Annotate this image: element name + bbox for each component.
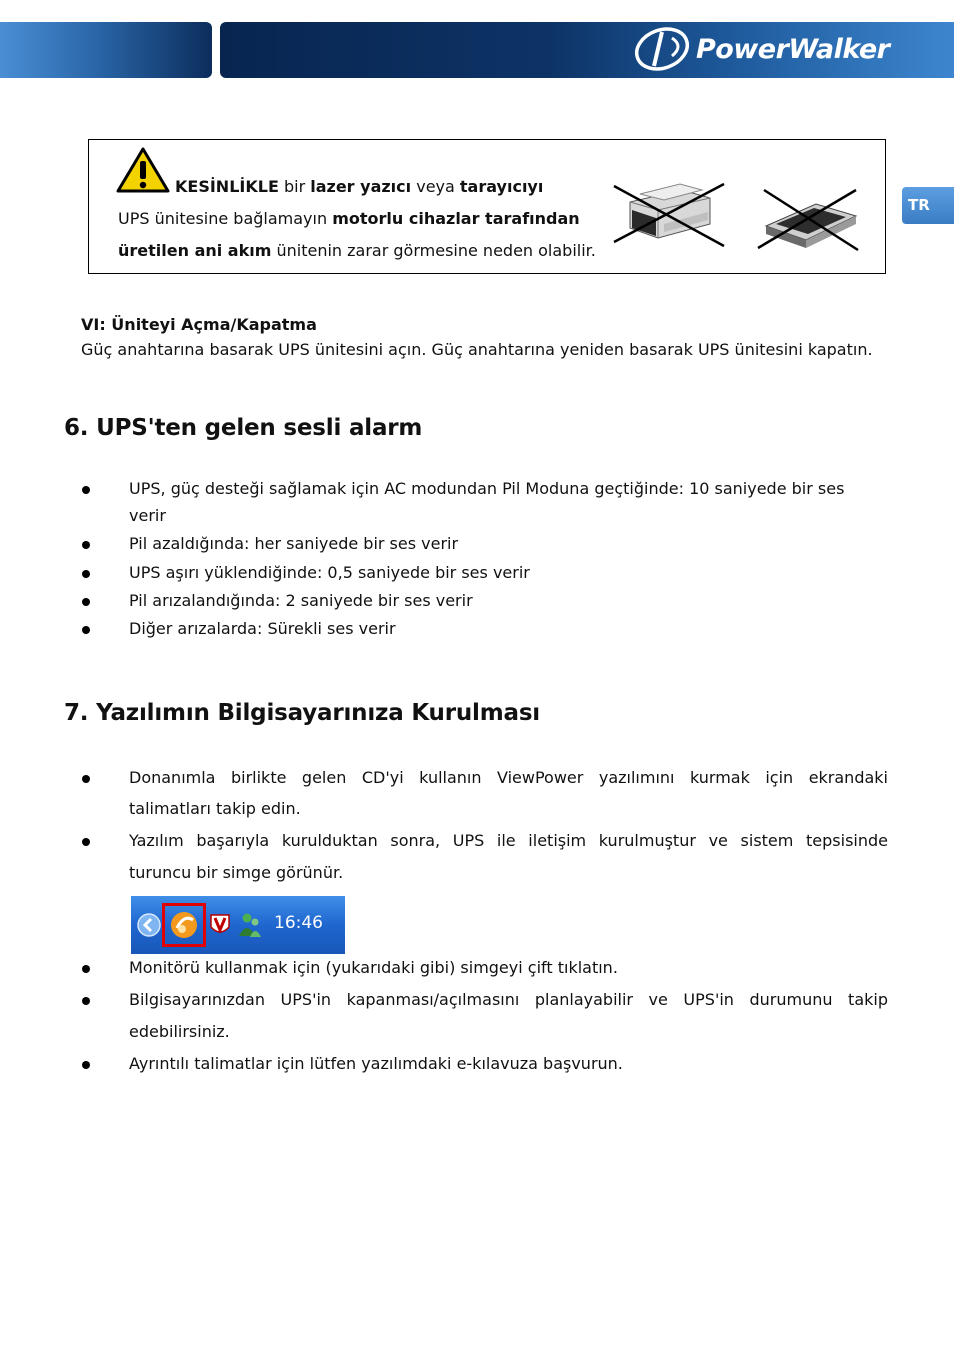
warning-emphasis: tarayıcıyı [459,177,544,196]
bullet-dot [82,997,90,1005]
list-item: UPS aşırı yüklendiğinde: 0,5 saniyede bir ses verir [129,563,530,582]
section-7-heading: 7. Yazılımın Bilgisayarınıza Kurulması [64,700,540,726]
list-item: Diğer arızalarda: Sürekli ses verir [129,619,396,638]
warning-emphasis: üretilen ani akım [118,241,272,260]
language-tab[interactable]: TR [902,187,954,224]
warning-text: veya [411,177,460,196]
section-6-heading: 6. UPS'ten gelen sesli alarm [64,415,423,441]
section-vi-title: VI: Üniteyi Açma/Kapatma [81,315,317,334]
bullet-dot [82,1061,90,1069]
list-item: Bilgisayarınızdan UPS'in kapanması/açılmasını planlayabilir ve UPS'in durumunu takip [129,990,888,1009]
warning-text: bir [278,177,311,196]
list-item: Monitörü kullanmak için (yukarıdaki gibi) simgeyi çift tıklatın. [129,958,618,977]
brand-name: PowerWalker [696,33,890,65]
list-item: Pil arızalandığında: 2 saniyede bir ses verir [129,591,473,610]
warning-emphasis: KESİNLİKLE [175,177,279,196]
list-item-continuation: talimatları takip edin. [129,799,301,818]
header-banner-left [0,22,212,78]
ups-tray-icon [169,910,199,940]
bullet-dot [82,626,90,634]
scanner-crossed-image [752,186,864,252]
list-item-continuation: edebilirsiniz. [129,1022,230,1041]
bullet-dot [82,541,90,549]
list-item: Pil azaldığında: her saniyede bir ses verir [129,534,459,553]
warning-line-3 [118,241,596,260]
warning-text: ünitenin zarar görmesine neden olabilir. [271,241,596,260]
section-vi-text: Güç anahtarına basarak UPS ünitesini açın. Güç anahtarına yeniden basarak UPS ünitesini kapatın. [81,340,873,359]
bullet-dot [82,965,90,973]
warning-triangle-icon [116,147,170,193]
network-users-icon [235,912,263,938]
warning-line-2 [118,209,580,228]
antivirus-shield-icon [209,913,231,937]
bullet-dot [82,838,90,846]
list-item: Ayrıntılı talimatlar için lütfen yazılımdaki e-kılavuza başvurun. [129,1054,623,1073]
bullet-dot [82,486,90,494]
list-item-continuation: verir [129,506,166,525]
list-item: UPS, güç desteği sağlamak için AC modundan Pil Moduna geçtiğinde: 10 saniyede bir ses [129,479,845,498]
list-item: Yazılım başarıyla kurulduktan sonra, UPS ile iletişim kurulmuştur ve sistem tepsisinde [129,831,888,850]
list-item: Donanımla birlikte gelen CD'yi kullanın ViewPower yazılımını kurmak için ekrandaki [129,768,888,787]
list-item-continuation: turuncu bir simge görünür. [129,863,344,882]
bullet-dot [82,570,90,578]
warning-emphasis: motorlu cihazlar tarafından [332,209,580,228]
warning-emphasis: lazer yazıcı [310,177,412,196]
bullet-dot [82,598,90,606]
powerwalker-logo-icon [632,26,692,72]
warning-text: UPS ünitesine bağlamayın [118,209,333,228]
powerwalker-logo [632,26,889,72]
bullet-dot [82,775,90,783]
chevron-left-icon [137,913,161,937]
laser-printer-crossed-image [610,180,728,250]
system-tray-image [131,896,345,954]
tray-clock: 16:46 [274,913,323,933]
warning-line-1 [175,177,543,196]
